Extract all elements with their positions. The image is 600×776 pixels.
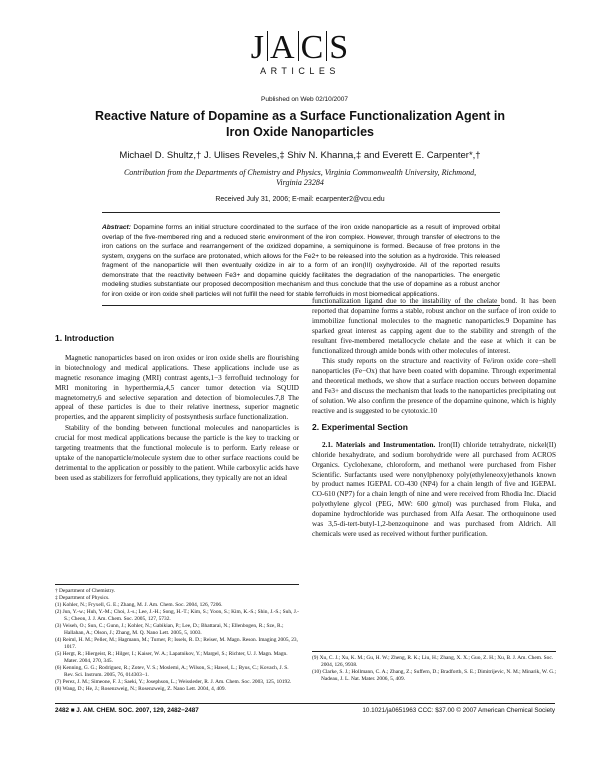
published-date: Published on Web 02/10/2007 bbox=[261, 96, 348, 103]
article-title: Reactive Nature of Dopamine as a Surface Functionalization Agent in Iron Oxide Nanoparticles bbox=[94, 109, 506, 139]
intro-paragraph-1: Magnetic nanoparticles based on iron oxides or iron oxide shells are flourishing in biotechnology and medical applications. These applications include use as magnetic resonance imaging (MRI) contrast agents,1−3 ferrofluid technology for MRI monitoring in hyperthermia,4,5 cancer tumor detection via SQUID magnetometry,6 and selective separation and detection of biomolecules.7,8 The appeal of these particles is due to their relative inertness, superior magnetic properties, and the apparent simplicity of postsynthesis surface functionalization. bbox=[55, 353, 299, 422]
affiliation: Contribution from the Departments of Chemistry and Physics, Virginia Commonwealth University, Richmond, Virginia 23284 bbox=[123, 168, 477, 187]
reference: (5) Hergt, R.; Hiergeist, R.; Hilger, I.; Kaiser, W. A.; Lapatnikov, Y.; Margel, S.; Richter, U. J. Magn. Magn. Mater. 2004, 270, 345. bbox=[55, 651, 288, 664]
journal-logo bbox=[0, 31, 600, 76]
author-list: Michael D. Shultz,† J. Ulises Reveles,‡ Shiv N. Khanna,‡ and Everett E. Carpenter*,† bbox=[119, 150, 481, 161]
footer-doi: 10.1021/ja0651963 CCC: $37.00 © 2007 American Chemical Society bbox=[362, 707, 555, 714]
logo-letter-s: S bbox=[329, 29, 350, 66]
right-paragraph-1: functionalization ligand due to the instability of the chelate bond. It has been reported that dopamine forms a stable, robust anchor on the surface of iron oxide to immobilize functional molecules to the magnetic nanoparticles.9 Dopamine has sparked great interest as capping agent due to the stability and strength of the resultant five-membered metallocycle chelate and the ease at which it can be functionalized through amide bonds with other molecules of interest. bbox=[312, 297, 556, 355]
footnote: ‡ Department of Physics. bbox=[55, 595, 110, 601]
right-column bbox=[312, 297, 556, 627]
materials-text: Iron(II) chloride tetrahydrate, nickel(II) chloride hexahydrate, and sodium borohydride were all purchased from ACROS Organics. Cyclohexane, chloroform, and methanol were purchased from Fisher Scientific. Surfactants used were nonylphenoxy poly(ethyleneoxy)ethanols known by product names IGEPAL CO-430 (NP4) for a chain length of five and IGEPAL CO-610 (NP7) for a chain length of nine and were received from Rhodia Inc. Diacid polyethylene glycol (PEG, MW: 600 g/mol) was purchased from Fluka, and dopamine hydrochloride was purchased from Alfa Aesar. The orthoquinone used was 3,5-di-tert-butyl-1,2-benzoquinone and was purchased from Aldrich. All chemicals were used as received without further purification. bbox=[312, 440, 556, 538]
reference: (1) Kohler, N.; Fryxell, G. E.; Zhang, M. J. Am. Chem. Soc. 2004, 126, 7206. bbox=[55, 602, 223, 608]
reference: (6) Kenning, G. G.; Rodriguez, R.; Zotev, V. S.; Moslemi, A.; Wilson, S.; Hawel, L.; Byus, C.; Kovach, J. S. Rev. Sci. Instrum. 2005, 76, 014303−1. bbox=[55, 665, 289, 678]
logo-letter-c: C bbox=[300, 29, 325, 66]
left-column bbox=[55, 330, 299, 580]
section-heading-introduction: 1. Introduction bbox=[55, 333, 115, 343]
footer-citation: 2482 ■ J. AM. CHEM. SOC. 2007, 129, 2482−2487 bbox=[55, 707, 199, 714]
logo-letter-a: A bbox=[270, 29, 296, 66]
reference: (10) Clarke, S. J.; Hollmann, C. A.; Zhang, Z.; Suffern, D.; Bradforth, S. E.; Dimitrijevic, N. M.; Minarik, W. G.; Nadeau, J. L. Nat. Mater. 2006, 5, 409. bbox=[312, 669, 556, 682]
intro-paragraph-2: Stability of the bonding between functional molecules and nanoparticles is crucial for most medical applications because the particle is the key to tracking or targeting treatments that the functional molecule is to perform. Early release or uptake of the nanoparticle/molecule system due to other surface reactions could be detrimental to the application or possibly to the patient. While carboxylic acids have been used as stabilizers for ferrofluid applications, they typically are not an ideal bbox=[55, 424, 299, 482]
footnotes-right bbox=[312, 651, 556, 689]
reference: (8) Wang, D.; He, J.; Rosenzweig, N.; Rosenzweig, Z. Nano Lett. 2004, 4, 409. bbox=[55, 686, 226, 692]
reference: (2) Jun, Y.-w.; Huh, Y.-M.; Choi, J.-s.; Lee, J.-H.; Song, H.-T.; Kim, S.; Yoon, S.; Kim, K.-S.; Shin, J.-S.; Suh, J.-S.; Cheon, J. J. Am. Chem. Soc. 2005, 127, 5732. bbox=[55, 609, 299, 622]
abstract-label: Abstract: bbox=[102, 224, 131, 231]
logo-subtitle: ARTICLES bbox=[260, 66, 340, 76]
logo-letter-j: J bbox=[250, 29, 266, 66]
section-heading-experimental: 2. Experimental Section bbox=[312, 421, 408, 432]
materials-paragraph bbox=[312, 441, 556, 540]
reference: (7) Perez, J. M.; Simeone, F. J.; Saeki, Y.; Josephson, L.; Weissleder, R. J. Am. Chem. Soc. 2003, 125, 10192. bbox=[55, 679, 292, 685]
reference: (3) Veiseh, O.; Sun, C.; Gunn, J.; Kohler, N.; Gabikian, P.; Lee, D.; Bhattarai, N.; Ellenbogen, R.; Sze, R.; Hallahan, A.; Olson, J.; Zhang, M. Q. Nano Lett. 2005, 5, 1003. bbox=[55, 623, 284, 636]
abstract-text: Dopamine forms an initial structure coordinated to the surface of the iron oxide nanoparticle as a result of improved orbital overlap of the five-membered ring and a reduced steric environment of the iron complex. However, through transfer of electrons to the iron cations on the surface and rearrangement of the oxidized dopamine, a semiquinone is formed. Because of free protons in the system, oxygens on the surface are protonated, which allows for the Fe2+ to be released into the solution as a hydroxide. This released fragment of the nanoparticle will then eventually oxidize in air to a form of an iron(III) oxyhydroxide. All of the reported results demonstrate that the reactivity between Fe3+ and dopamine quickly facilitates the degradation of the nanoparticles. The energetic modeling studies substantiate our proposed decomposition mechanism and thus conclude that the use of dopamine as a robust anchor for iron oxide or iron oxide shell particles will not fulfill the need for stable ferrofluids in most biomedical applications. bbox=[102, 224, 500, 298]
right-paragraph-2: This study reports on the structure and reactivity of Fe/iron oxide core−shell nanoparticles (Fe−Ox) that have been coated with dopamine. Through experimental and theoretical methods, we show that a surface reaction occurs between dopamine and Fe3+ and discuss the mechanism that leads to the nanoparticles precipitating out of solution. We also confirm the presence of the dopamine quinone, which is highly reactive and is suggested to be cytotoxic.10 bbox=[312, 357, 556, 415]
logo-mark bbox=[0, 31, 600, 65]
reference: (4) Reiml, H. M.; Peller, M.; Hagmann, M.; Turner, P.; Issels, R. D.; Reiser, M. Magn. Reson. Imaging 2005, 23, 1017. bbox=[55, 637, 298, 650]
footnotes-left bbox=[55, 584, 299, 692]
footnote: † Department of Chemistry. bbox=[55, 588, 116, 594]
materials-subheading: 2.1. Materials and Instrumentation. bbox=[322, 440, 436, 449]
abstract bbox=[102, 212, 500, 306]
reference: (9) Xu, C. J.; Xu, K. M.; Gu, H. W.; Zheng, R. K.; Liu, H.; Zhang, X. X.; Guo, Z. H.; Xu, B. J. Am. Chem. Soc. 2004, 126, 9938. bbox=[312, 655, 554, 668]
received-line: Received July 31, 2006; E-mail: ecarpenter2@vcu.edu bbox=[215, 196, 385, 203]
page-footer bbox=[55, 703, 555, 713]
